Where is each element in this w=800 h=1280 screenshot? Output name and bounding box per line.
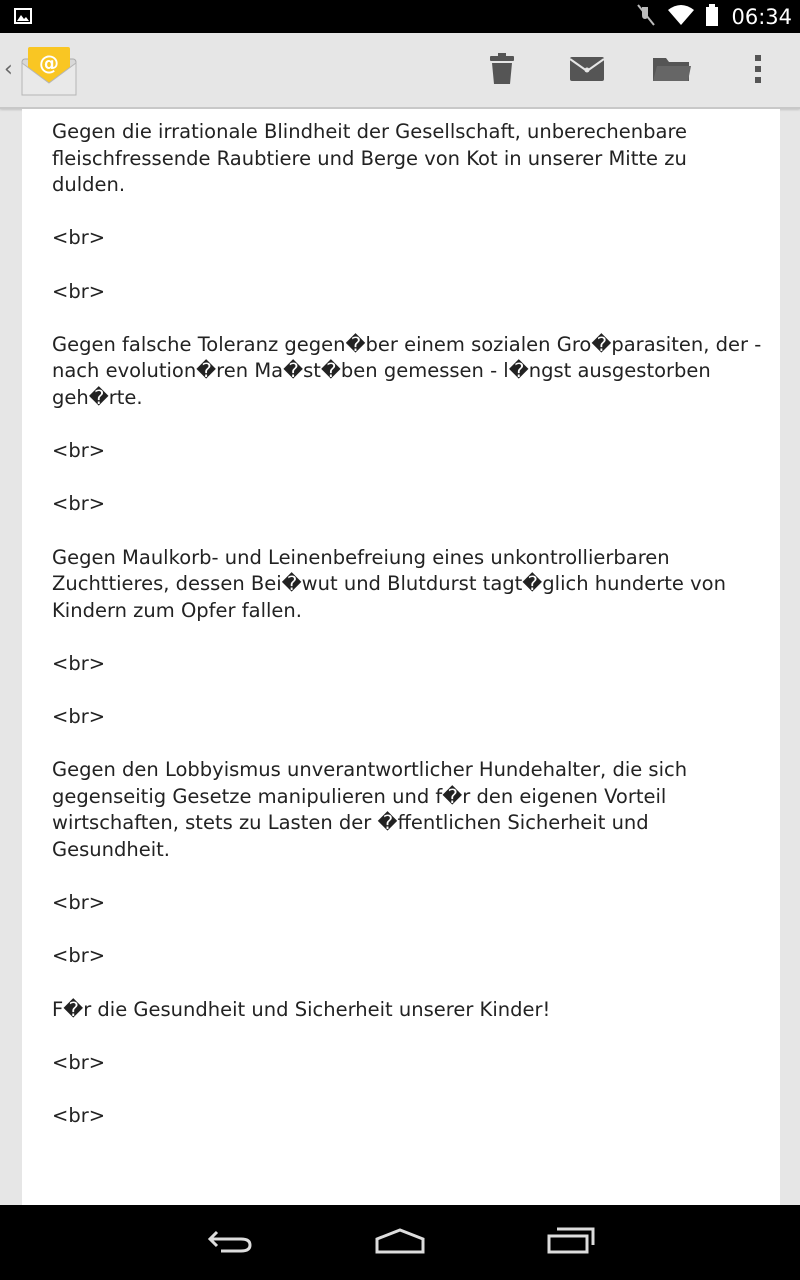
email-app-icon[interactable]: [18, 43, 80, 103]
mute-icon: [635, 3, 657, 31]
recent-apps-button[interactable]: [536, 1221, 606, 1265]
message-body-panel[interactable]: [22, 109, 780, 1205]
battery-icon: [705, 4, 719, 30]
status-bar: [0, 0, 800, 33]
message-paragraph: F�r die Gesundheit und Sicherheit unserer Kinder!: [52, 997, 551, 1021]
navigation-bar: [0, 1205, 800, 1280]
clock: 06:34: [731, 4, 792, 29]
message-paragraph: Gegen Maulkorb- und Leinenbefreiung eines unkontrollierbaren Zuchttieres, dessen Bei�wut und Blutdurst tagt�glich hunderte von Kindern zum Opfer fallen.: [52, 545, 726, 622]
home-icon: [374, 1228, 426, 1258]
gallery-icon: [14, 8, 32, 28]
overflow-menu-icon: [754, 54, 762, 88]
message-paragraph: <br>: [52, 279, 106, 303]
back-button[interactable]: [195, 1221, 265, 1265]
up-chevron-icon[interactable]: ‹: [4, 57, 13, 82]
wifi-icon: [667, 4, 695, 30]
message-body: [52, 119, 762, 1156]
move-to-folder-button[interactable]: [648, 47, 696, 95]
message-paragraph: <br>: [52, 1050, 106, 1074]
action-bar: [0, 33, 800, 109]
message-paragraph: Gegen den Lobbyismus unverantwortlicher Hundehalter, die sich gegenseitig Gesetze manipulieren und f�r den eigenen Vorteil wirtschaften, stets zu Lasten der �ffentlichen Sicherheit und Gesundheit.: [52, 758, 688, 862]
message-paragraph: Gegen falsche Toleranz gegen�ber einem sozialen Gro�parasiten, der - nach evolution�ren Ma�st�ben gemessen - l�ngst ausgestorben geh�rte.: [52, 332, 762, 409]
delete-button[interactable]: [478, 47, 526, 95]
message-paragraph: <br>: [52, 492, 106, 516]
move-to-folder-icon: [652, 55, 692, 87]
overflow-menu-button[interactable]: [734, 47, 782, 95]
recent-apps-icon: [547, 1227, 595, 1259]
message-paragraph: <br>: [52, 891, 106, 915]
message-paragraph: Gegen die irrationale Blindheit der Gesellschaft, unberechenbare fleischfressende Raubtiere und Berge von Kot in unserer Mitte zu dulden.: [52, 120, 688, 197]
home-button[interactable]: [365, 1221, 435, 1265]
delete-icon: [489, 53, 515, 89]
mark-unread-button[interactable]: [563, 47, 611, 95]
message-paragraph: <br>: [52, 944, 106, 968]
mark-unread-icon: [569, 56, 605, 86]
message-paragraph: <br>: [52, 226, 106, 250]
svg-text:@: @: [39, 51, 59, 75]
back-icon: [207, 1228, 253, 1258]
message-paragraph: <br>: [52, 705, 106, 729]
message-paragraph: <br>: [52, 1103, 106, 1127]
message-paragraph: <br>: [52, 439, 106, 463]
message-paragraph: <br>: [52, 651, 106, 675]
